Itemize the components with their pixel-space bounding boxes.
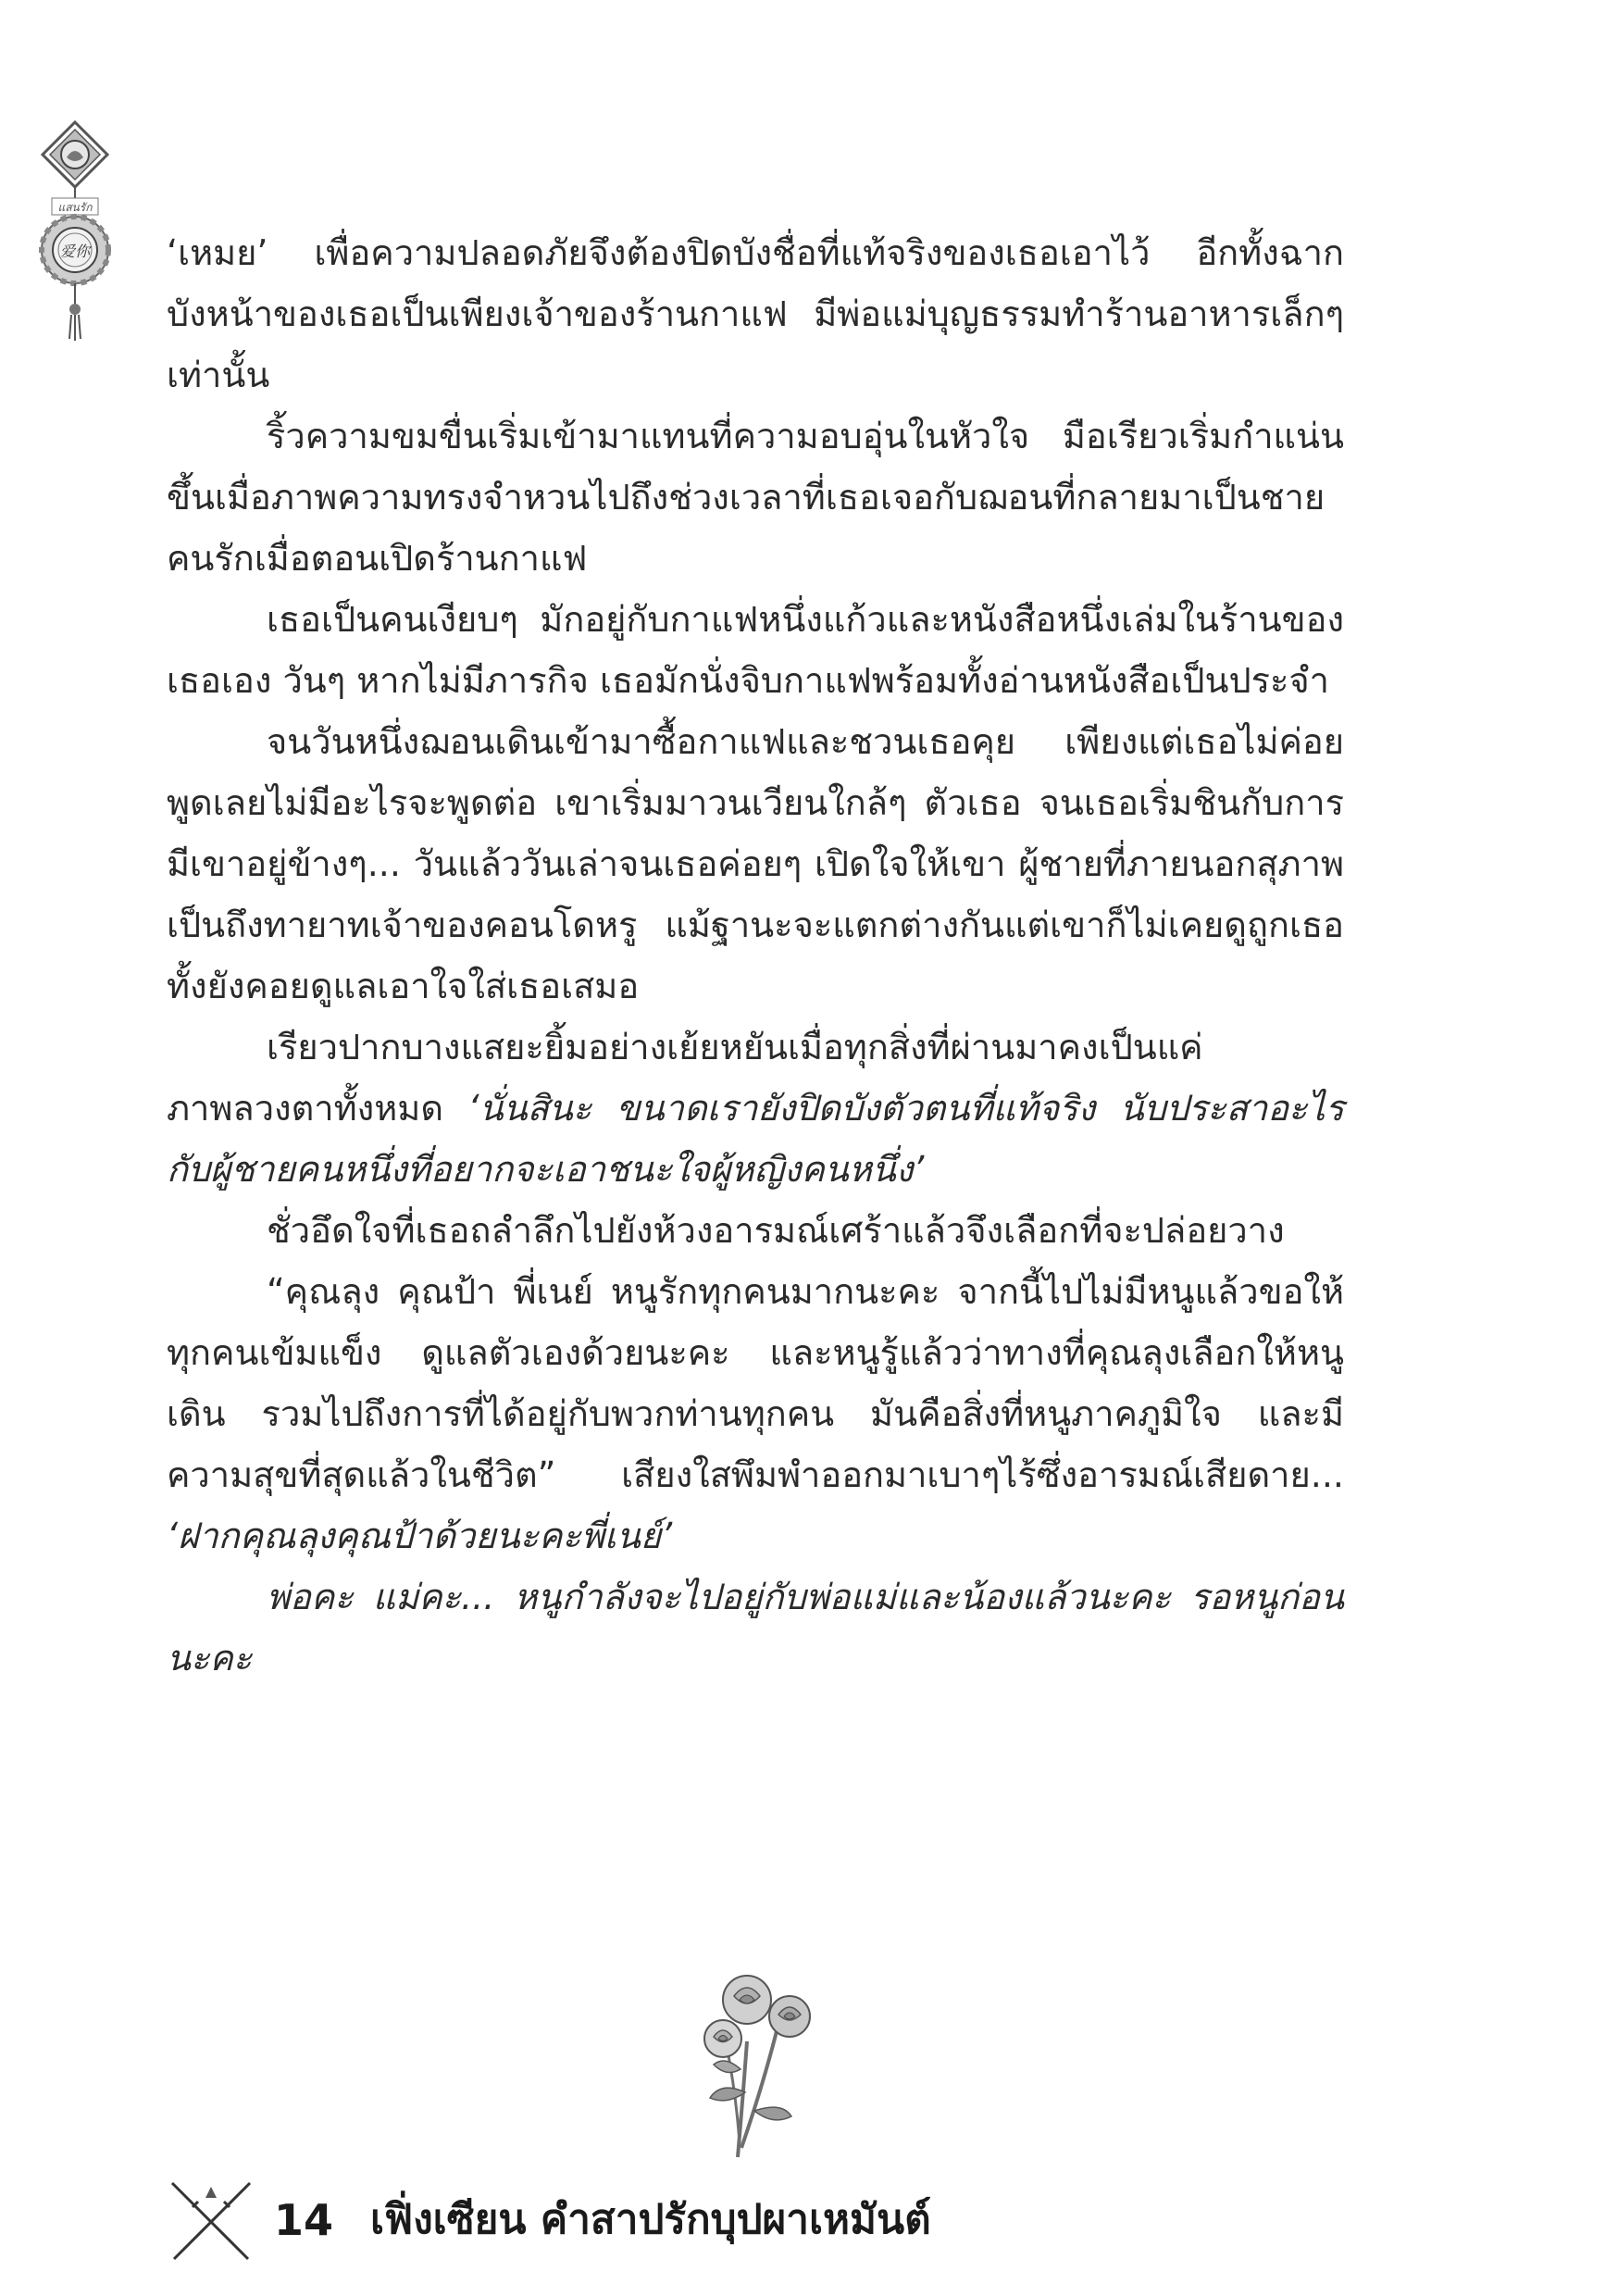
paragraph [167,589,1344,711]
paragraph [167,406,1344,589]
paragraph-text: ‘เหมย’ เพื่อความปลอดภัยจึงต้องปิดบังชื่อที่แท้จริงของเธอเอาไว้ อีกทั้งฉากบังหน้าของเธอเป็นเพียงเจ้าของร้านกาแฟ มีพ่อแม่บุญธรรมทำร้านอาหารเล็กๆ เท่านั้น [167,232,1344,395]
inner-thought-text: ‘ฝากคุณลุงคุณป้าด้วยนะคะพี่เนย์’ [167,1516,673,1556]
paragraph [167,1566,1344,1689]
paragraph-text: จนวันหนึ่งฌอนเดินเข้ามาซื้อกาแฟและชวนเธอคุย เพียงแต่เธอไม่ค่อยพูดเลยไม่มีอะไรจะพูดต่อ เขาเริ่มมาวนเวียนใกล้ๆ ตัวเธอ จนเธอเริ่มชินกับการมีเขาอยู่ข้างๆ... วันแล้ววันเล่าจนเธอค่อยๆ เปิดใจให้เขา ผู้ชายที่ภายนอกสุภาพ เป็นถึงทายาทเจ้าของคอนโดหรู แม้ฐานะจะแตกต่างกันแต่เขาก็ไม่เคยดูถูกเธอ ทั้งยังคอยดูแลเอาใจใส่เธอเสมอ [167,721,1344,1006]
paragraph [167,1200,1344,1261]
body-text [167,222,1344,1689]
book-title: เฟิ่งเซียน คำสาปรักบุปผาเหมันต์ [370,2196,931,2243]
rose-bouquet-icon [690,1963,828,2162]
paragraph [167,1017,1344,1200]
crossed-swords-icon [165,2174,257,2266]
paragraph [167,711,1344,1017]
paragraph [167,222,1344,406]
paragraph [167,1261,1344,1566]
inner-thought-text: ‘นั่นสินะ ขนาดเรายังปิดบังตัวตนที่แท้จริง นับประสาอะไรกับผู้ชายคนหนึ่งที่อยากจะเอาชนะใจผู้หญิงคนหนึ่ง’ [167,1088,1344,1190]
ornament-label: แสนรัก [57,201,93,214]
chinese-knot-ornament-icon [33,120,117,343]
dialogue-text: “คุณลุง คุณป้า พี่เนย์ หนูรักทุกคนมากนะคะ จากนี้ไปไม่มีหนูแล้วขอให้ทุกคนเข้มแข็ง ดูแลตัวเองด้วยนะคะ และหนูรู้แล้วว่าทางที่คุณลุงเลือกให้หนูเดิน รวมไปถึงการที่ได้อยู่กับพวกท่านทุกคน มันคือสิ่งที่หนูภาคภูมิใจ และมีความสุขที่สุดแล้วในชีวิต” เสียงใสพึมพำออกมาเบาๆไร้ซึ่งอารมณ์เสียดาย... [167,1271,1344,1495]
paragraph-text: เรียวปากบางแสยะยิ้มอย่างเย้ยหยันเมื่อทุกสิ่งที่ผ่านมาคงเป็นแค่ภาพลวงตาทั้งหมด [167,1027,1203,1129]
page-number: 14 [274,2195,334,2245]
page-footer [0,2166,1618,2277]
paragraph-text: ริ้วความขมขื่นเริ่มเข้ามาแทนที่ความอบอุ่นในหัวใจ มือเรียวเริ่มกำแน่นขึ้นเมื่อภาพความทรงจำหวนไปถึงช่วงเวลาที่เธอเจอกับฌอนที่กลายมาเป็นชายคนรักเมื่อตอนเปิดร้านกาแฟ [167,416,1344,579]
inner-thought-text: พ่อคะ แม่คะ... หนูกำลังจะไปอยู่กับพ่อแม่และน้องแล้วนะคะ รอหนูก่อนนะคะ [167,1577,1344,1678]
paragraph-text: เธอเป็นคนเงียบๆ มักอยู่กับกาแฟหนึ่งแก้วและหนังสือหนึ่งเล่มในร้านของเธอเอง วันๆ หากไม่มีภารกิจ เธอมักนั่งจิบกาแฟพร้อมทั้งอ่านหนังสือเป็นประจำ [167,599,1344,701]
paragraph-text: ชั่วอึดใจที่เธอถลำลึกไปยังห้วงอารมณ์เศร้าแล้วจึงเลือกที่จะปล่อยวาง [267,1210,1285,1251]
ornament-seal-text: 爱你 [59,243,91,260]
